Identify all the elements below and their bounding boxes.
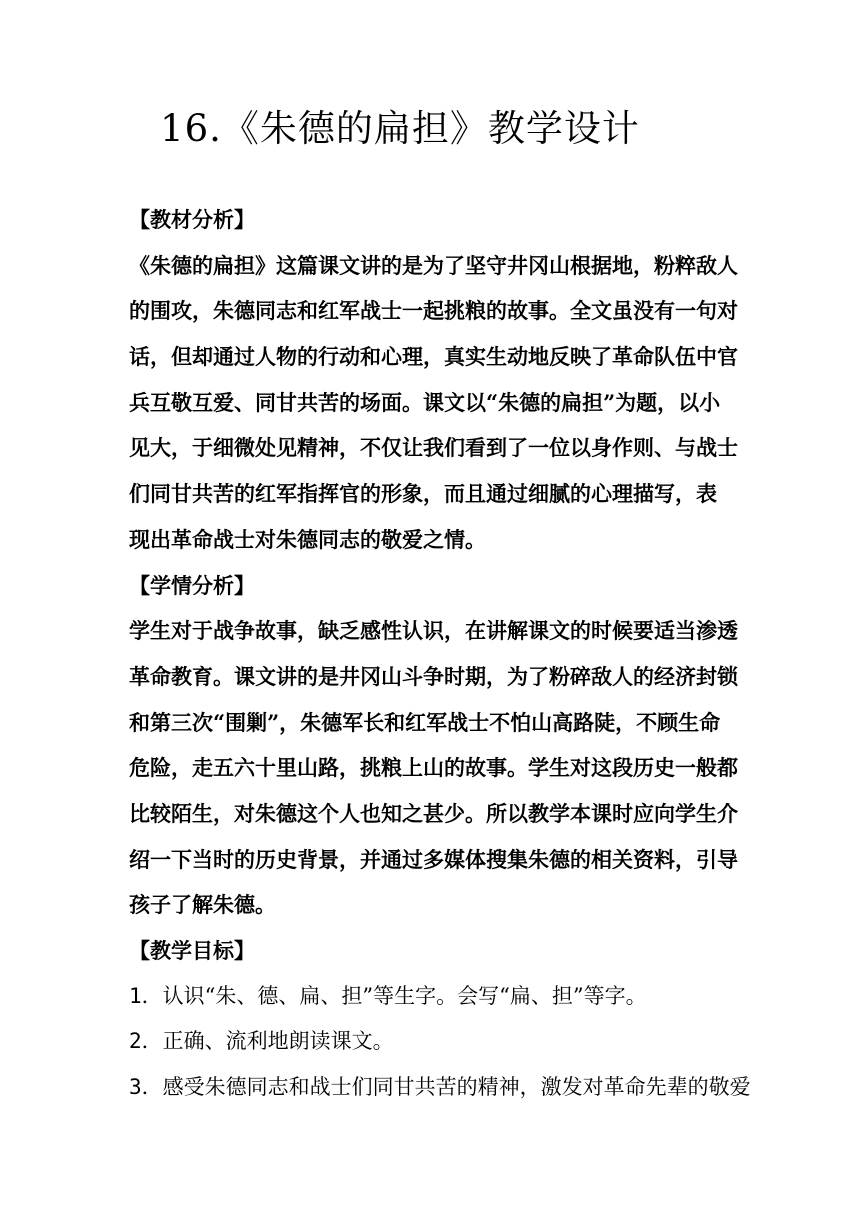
document-body <box>129 197 751 1111</box>
paragraph-line: 见大，于细微处见精神，不仅让我们看到了一位以身作则、与战士 <box>129 435 738 461</box>
section-heading-teaching-goals: 【教学目标】 <box>129 938 255 963</box>
list-item-number: 3． <box>129 1075 163 1100</box>
paragraph-line: 的围攻，朱德同志和红军战士一起挑粮的故事。全文虽没有一句对 <box>129 298 738 324</box>
document-title: 16.《朱德的扁担》教学设计 <box>160 107 640 150</box>
paragraph-line: 绍一下当时的历史背景，并通过多媒体搜集朱德的相关资料，引导 <box>129 846 738 872</box>
paragraph-line: 学生对于战争故事，缺乏感性认识，在讲解课文的时候要适当渗透 <box>129 618 738 644</box>
section-heading-student-analysis: 【学情分析】 <box>129 572 255 598</box>
paragraph-line: 革命教育。课文讲的是井冈山斗争时期，为了粉碎敌人的经济封锁 <box>129 663 738 689</box>
section-heading-textbook-analysis: 【教材分析】 <box>129 207 255 232</box>
list-item-number: 2． <box>129 1029 163 1054</box>
paragraph-line: 兵互敬互爱、同甘共苦的场面。课文以“朱德的扁担”为题，以小 <box>129 389 721 415</box>
paragraph-line: 《朱德的扁担》这篇课文讲的是为了坚守井冈山根据地，粉粹敌人 <box>129 252 738 278</box>
list-item-text: 认识“朱、德、扁、担”等生字。会写“扁、担”等字。 <box>162 983 647 1008</box>
paragraph-line: 危险，走五六十里山路，挑粮上山的故事。学生对这段历史一般都 <box>129 755 738 781</box>
list-item-text: 感受朱德同志和战士们同甘共苦的精神，激发对革命先辈的敬爱 <box>162 1075 751 1100</box>
paragraph-line: 话，但却通过人物的行动和心理，真实生动地反映了革命队伍中官 <box>129 344 738 370</box>
list-item-number: 1． <box>129 983 163 1008</box>
paragraph-line: 比较陌生，对朱德这个人也知之甚少。所以教学本课时应向学生介 <box>129 800 738 826</box>
paragraph-line: 们同甘共苦的红军指挥官的形象，而且通过细腻的心理描写，表 <box>129 481 717 507</box>
paragraph-line: 孩子了解朱德。 <box>129 892 276 918</box>
list-item <box>129 1065 751 1111</box>
paragraph-line: 和第三次“围剿”，朱德军长和红军战士不怕山高路陡，不顾生命 <box>129 709 721 735</box>
list-item <box>129 974 729 1020</box>
paragraph-line: 现出革命战士对朱德同志的敬爱之情。 <box>129 526 486 552</box>
list-item <box>129 1019 729 1065</box>
list-item-text: 正确、流利地朗读课文。 <box>162 1029 394 1054</box>
